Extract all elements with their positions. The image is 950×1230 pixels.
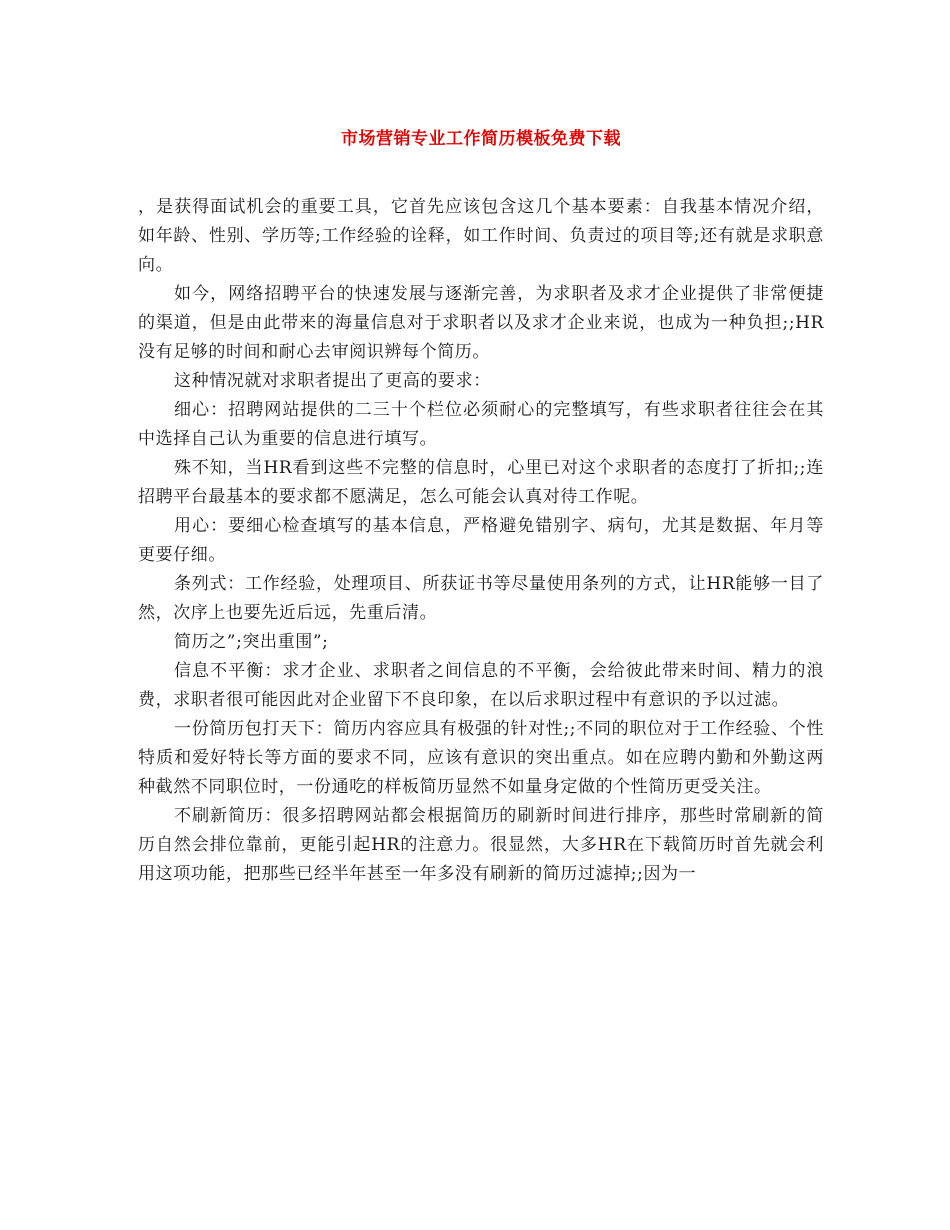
- paragraph-online-recruiting: 如今，网络招聘平台的快速发展与逐渐完善，为求职者及求才企业提供了非常便捷的渠道，但是由此带来的海量信息对于求职者以及求才企业来说，也成为一种负担;;HR没有足够的时间和耐心去审阅识辨每个简历。: [138, 284, 824, 362]
- paragraph-info-imbalance: 信息不平衡：求才企业、求职者之间信息的不平衡，会给彼此带来时间、精力的浪费，求职者很可能因此对企业留下不良印象，在以后求职过程中有意识的予以过滤。: [138, 661, 824, 710]
- paragraph-stand-out-heading: 简历之”;突出重围”;: [174, 632, 329, 652]
- paragraph-one-resume: 一份简历包打天下：简历内容应具有极强的针对性;;不同的职位对于工作经验、个性特质和爱好特长等方面的要求不同，应该有意识的突出重点。如在应聘内勤和外勤这两种截然不同职位时，一份通吃的样板简历显然不如量身定做的个性简历更受关注。: [138, 719, 824, 797]
- paragraph-attentive: 细心：招聘网站提供的二三十个栏位必须耐心的完整填写，有些求职者往往会在其中选择自己认为重要的信息进行填写。: [138, 400, 824, 449]
- paragraph-higher-requirements: 这种情况就对求职者提出了更高的要求：: [174, 371, 491, 391]
- paragraph-intro: ，是获得面试机会的重要工具，它首先应该包含这几个基本要素：自我基本情况介绍，如年龄、性别、学历等;工作经验的诠释，如工作时间、负责过的项目等;还有就是求职意向。: [138, 197, 824, 275]
- paragraph-itemized: 条列式：工作经验，处理项目、所获证书等尽量使用条列的方式，让HR能够一目了然，次序上也要先近后远，先重后清。: [138, 574, 824, 623]
- document-body: [138, 193, 824, 889]
- document-title: 市场营销专业工作简历模板免费下载: [341, 129, 621, 149]
- paragraph-incomplete-info: 殊不知，当HR看到这些不完整的信息时，心里已对这个求职者的态度打了折扣;;连招聘平台最基本的要求都不愿满足，怎么可能会认真对待工作呢。: [138, 458, 824, 507]
- paragraph-not-refreshing: 不刷新简历：很多招聘网站都会根据简历的刷新时间进行排序，那些时常刷新的简历自然会排位靠前，更能引起HR的注意力。很显然，大多HR在下载简历时首先就会利用这项功能，把那些已经半年甚至一年多没有刷新的简历过滤掉;;因为一: [138, 806, 824, 884]
- paragraph-careful-check: 用心：要细心检查填写的基本信息，严格避免错别字、病句，尤其是数据、年月等更要仔细。: [138, 516, 824, 565]
